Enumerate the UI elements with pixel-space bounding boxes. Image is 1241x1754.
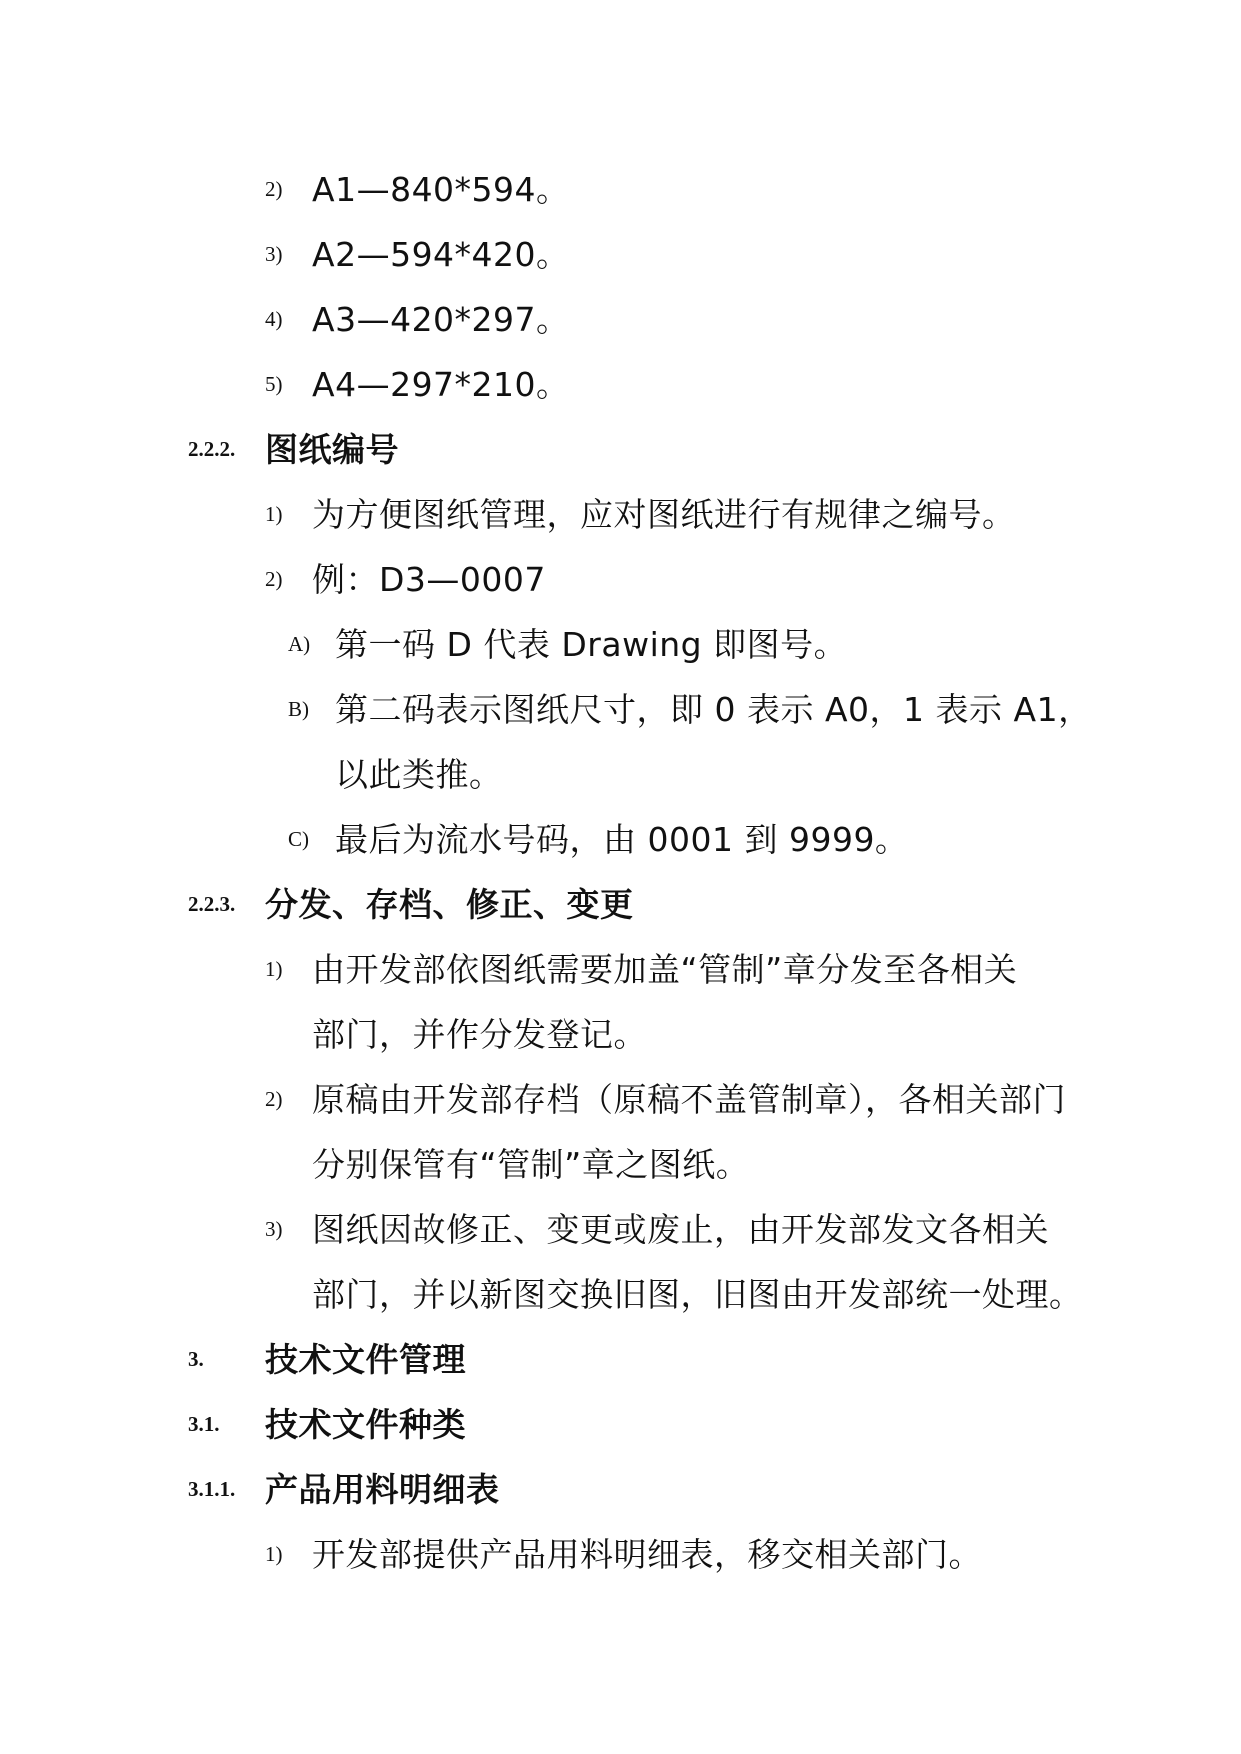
list-text: 由开发部依图纸需要加盖“管制”章分发至各相关 (312, 950, 1018, 989)
list-number: 1) (265, 502, 283, 526)
list-text: 开发部提供产品用料明细表，移交相关部门。 (312, 1535, 982, 1574)
list-text: A4—297*210。 (312, 365, 570, 404)
list-text: A2—594*420。 (312, 235, 570, 274)
list-text: A1—840*594。 (312, 170, 570, 209)
list-text: 图纸因故修正、变更或废止，由开发部发文各相关 (312, 1210, 1049, 1249)
list-number: 2) (265, 567, 283, 591)
section-title: 技术文件种类 (265, 1405, 466, 1444)
list-text: 原稿由开发部存档（原稿不盖管制章），各相关部门 (312, 1080, 1066, 1119)
list-number: 5) (265, 372, 283, 396)
sub-list-letter: B) (288, 697, 309, 721)
list-number: 3) (265, 242, 283, 266)
list-number: 1) (265, 1542, 283, 1566)
list-number: 4) (265, 307, 283, 331)
sub-list-text-cont: 以此类推。 (335, 755, 503, 794)
section-number: 3.1. (188, 1412, 220, 1436)
list-text: 例：D3—0007 (312, 560, 546, 599)
section-title: 产品用料明细表 (265, 1470, 500, 1509)
sub-list-text: 最后为流水号码，由 0001 到 9999。 (335, 820, 909, 859)
list-text: 为方便图纸管理，应对图纸进行有规律之编号。 (312, 495, 1016, 534)
sub-list-text: 第一码 D 代表 Drawing 即图号。 (335, 625, 848, 664)
section-number: 3. (188, 1347, 204, 1371)
list-number: 3) (265, 1217, 283, 1241)
section-title: 技术文件管理 (265, 1340, 466, 1379)
list-number: 2) (265, 177, 283, 201)
list-number: 2) (265, 1087, 283, 1111)
list-number: 1) (265, 957, 283, 981)
sub-list-letter: C) (288, 827, 309, 851)
list-text-cont: 部门，并作分发登记。 (312, 1015, 647, 1054)
section-title: 图纸编号 (265, 430, 399, 469)
section-number: 2.2.2. (188, 437, 236, 461)
list-text-cont: 部门，并以新图交换旧图，旧图由开发部统一处理。 (312, 1275, 1083, 1314)
section-title: 分发、存档、修正、变更 (265, 885, 634, 924)
list-text: A3—420*297。 (312, 300, 570, 339)
section-number: 2.2.3. (188, 892, 236, 916)
sub-list-letter: A) (288, 632, 311, 656)
list-text-cont: 分别保管有“管制”章之图纸。 (312, 1145, 750, 1184)
sub-list-text: 第二码表示图纸尺寸，即 0 表示 A0，1 表示 A1， (335, 690, 1092, 729)
section-number: 3.1.1. (188, 1477, 236, 1501)
